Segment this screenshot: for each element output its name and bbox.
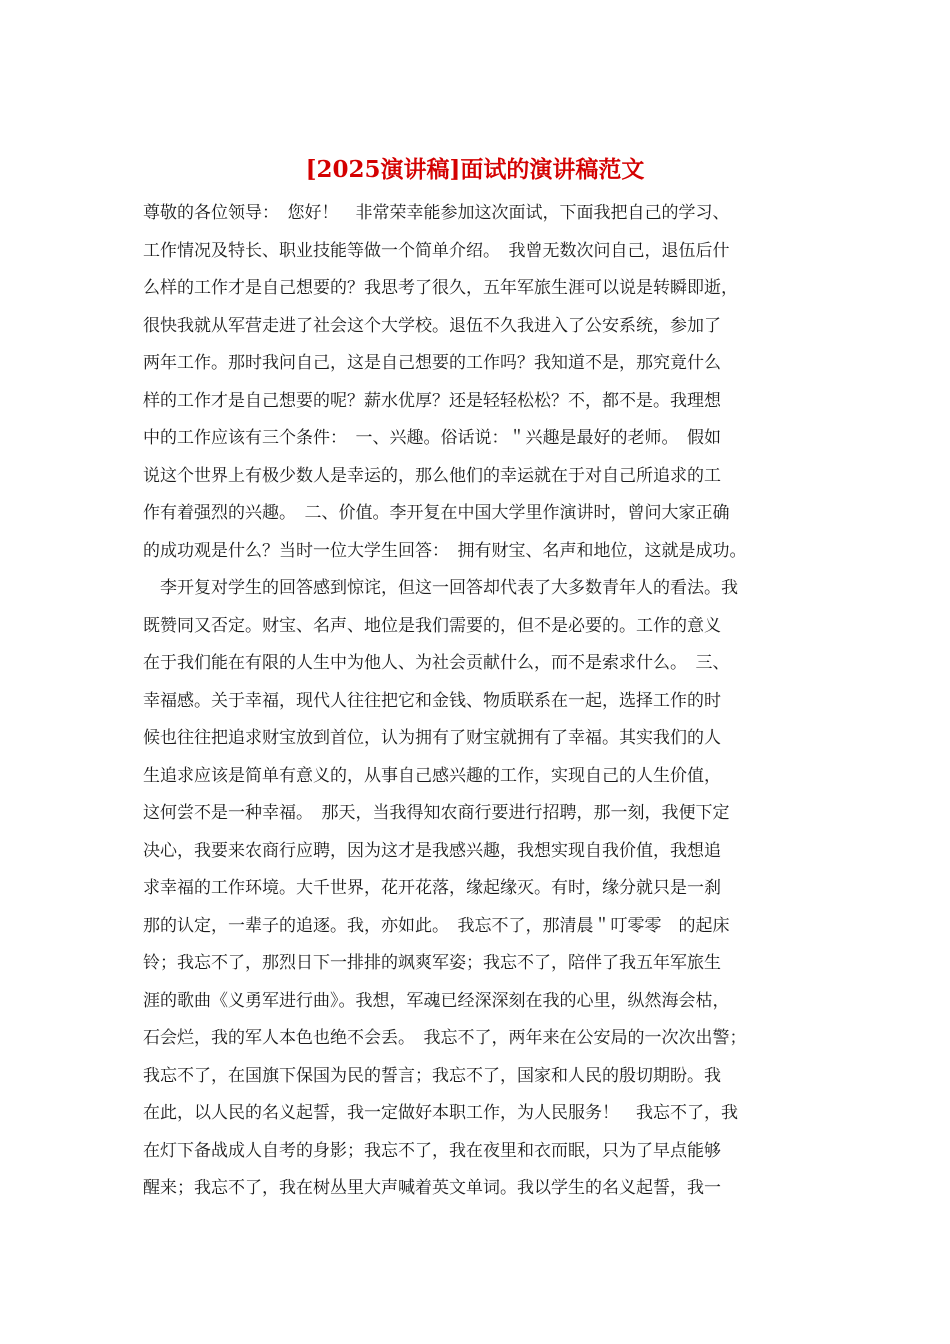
body-line: 说这个世界上有极少数人是幸运的，那么他们的幸运就在于对自己所追求的工: [143, 465, 721, 486]
body-line: 候也往往把追求财宝放到首位，认为拥有了财宝就拥有了幸福。其实我们的人: [143, 728, 721, 748]
body-line: 那的认定，一辈子的追逐。我，亦如此。 我忘不了，那清晨＂叮零零 的起床: [143, 915, 730, 936]
body-line: 涯的歌曲《义勇军进行曲》。我想，军魂已经深深刻在我的心里，纵然海会枯，: [143, 990, 730, 1011]
body-line: 样的工作才是自己想要的呢？薪水优厚？还是轻轻松松？不，都不是。我理想: [143, 390, 721, 411]
body-line: 生追求应该是简单有意义的，从事自己感兴趣的工作，实现自己的人生价值，: [143, 765, 721, 786]
body-line: 幸福感。关于幸福，现代人往往把它和金钱、物质联系在一起，选择工作的时: [143, 690, 721, 711]
body-line: 中的工作应该有三个条件： 一、兴趣。俗话说：＂兴趣是最好的老师。 假如: [143, 428, 721, 448]
body-line: 这何尝不是一种幸福。 那天，当我得知农商行要进行招聘，那一刻，我便下定: [143, 803, 730, 823]
body-line: 在此，以人民的名义起誓，我一定做好本职工作，为人民服务！ 我忘不了，我: [143, 1103, 738, 1123]
body-line: 么样的工作才是自己想要的？我思考了很久，五年军旅生涯可以说是转瞬即逝，: [143, 278, 738, 298]
document-title: [2025演讲稿]面试的演讲稿范文: [305, 156, 645, 183]
body-line: 作有着强烈的兴趣。 二、价值。李开复在中国大学里作演讲时，曾问大家正确: [143, 503, 730, 523]
body-line: 在于我们能在有限的人生中为他人、为社会贡献什么，而不是索求什么。 三、: [143, 653, 730, 673]
body-line: 石会烂，我的军人本色也绝不会丢。 我忘不了，两年来在公安局的一次次出警；: [143, 1028, 747, 1048]
body-line: 我忘不了，在国旗下保国为民的誓言；我忘不了，国家和人民的殷切期盼。我: [143, 1065, 721, 1086]
body-line: 醒来；我忘不了，我在树丛里大声喊着英文单词。我以学生的名义起誓，我一: [143, 1178, 721, 1198]
body-line: 决心，我要来农商行应聘，因为这才是我感兴趣，我想实现自我价值，我想追: [143, 840, 721, 861]
body-line: 求幸福的工作环境。大千世界，花开花落，缘起缘灭。有时，缘分就只是一刹: [143, 878, 721, 898]
body-line: 很快我就从军营走进了社会这个大学校。退伍不久我进入了公安系统，参加了: [143, 315, 721, 336]
body-line: 李开复对学生的回答感到惊诧，但这一回答却代表了大多数青年人的看法。我: [143, 578, 738, 598]
document-body: [143, 195, 823, 1208]
body-line: 在灯下备战成人自考的身影；我忘不了，我在夜里和衣而眠，只为了早点能够: [143, 1140, 721, 1161]
body-line: 尊敬的各位领导： 您好！ 非常荣幸能参加这次面试，下面我把自己的学习、: [143, 203, 730, 223]
body-line: 两年工作。那时我问自己，这是自己想要的工作吗？我知道不是，那究竟什么: [143, 353, 721, 373]
body-line: 工作情况及特长、职业技能等做一个简单介绍。 我曾无数次问自己，退伍后什: [143, 240, 730, 261]
body-line: 铃；我忘不了，那烈日下一排排的飒爽军姿；我忘不了，陪伴了我五年军旅生: [143, 953, 721, 973]
body-line: 既赞同又否定。财宝、名声、地位是我们需要的，但不是必要的。工作的意义: [143, 615, 721, 636]
body-line: 的成功观是什么？当时一位大学生回答： 拥有财宝、名声和地位，这就是成功。: [143, 540, 747, 561]
